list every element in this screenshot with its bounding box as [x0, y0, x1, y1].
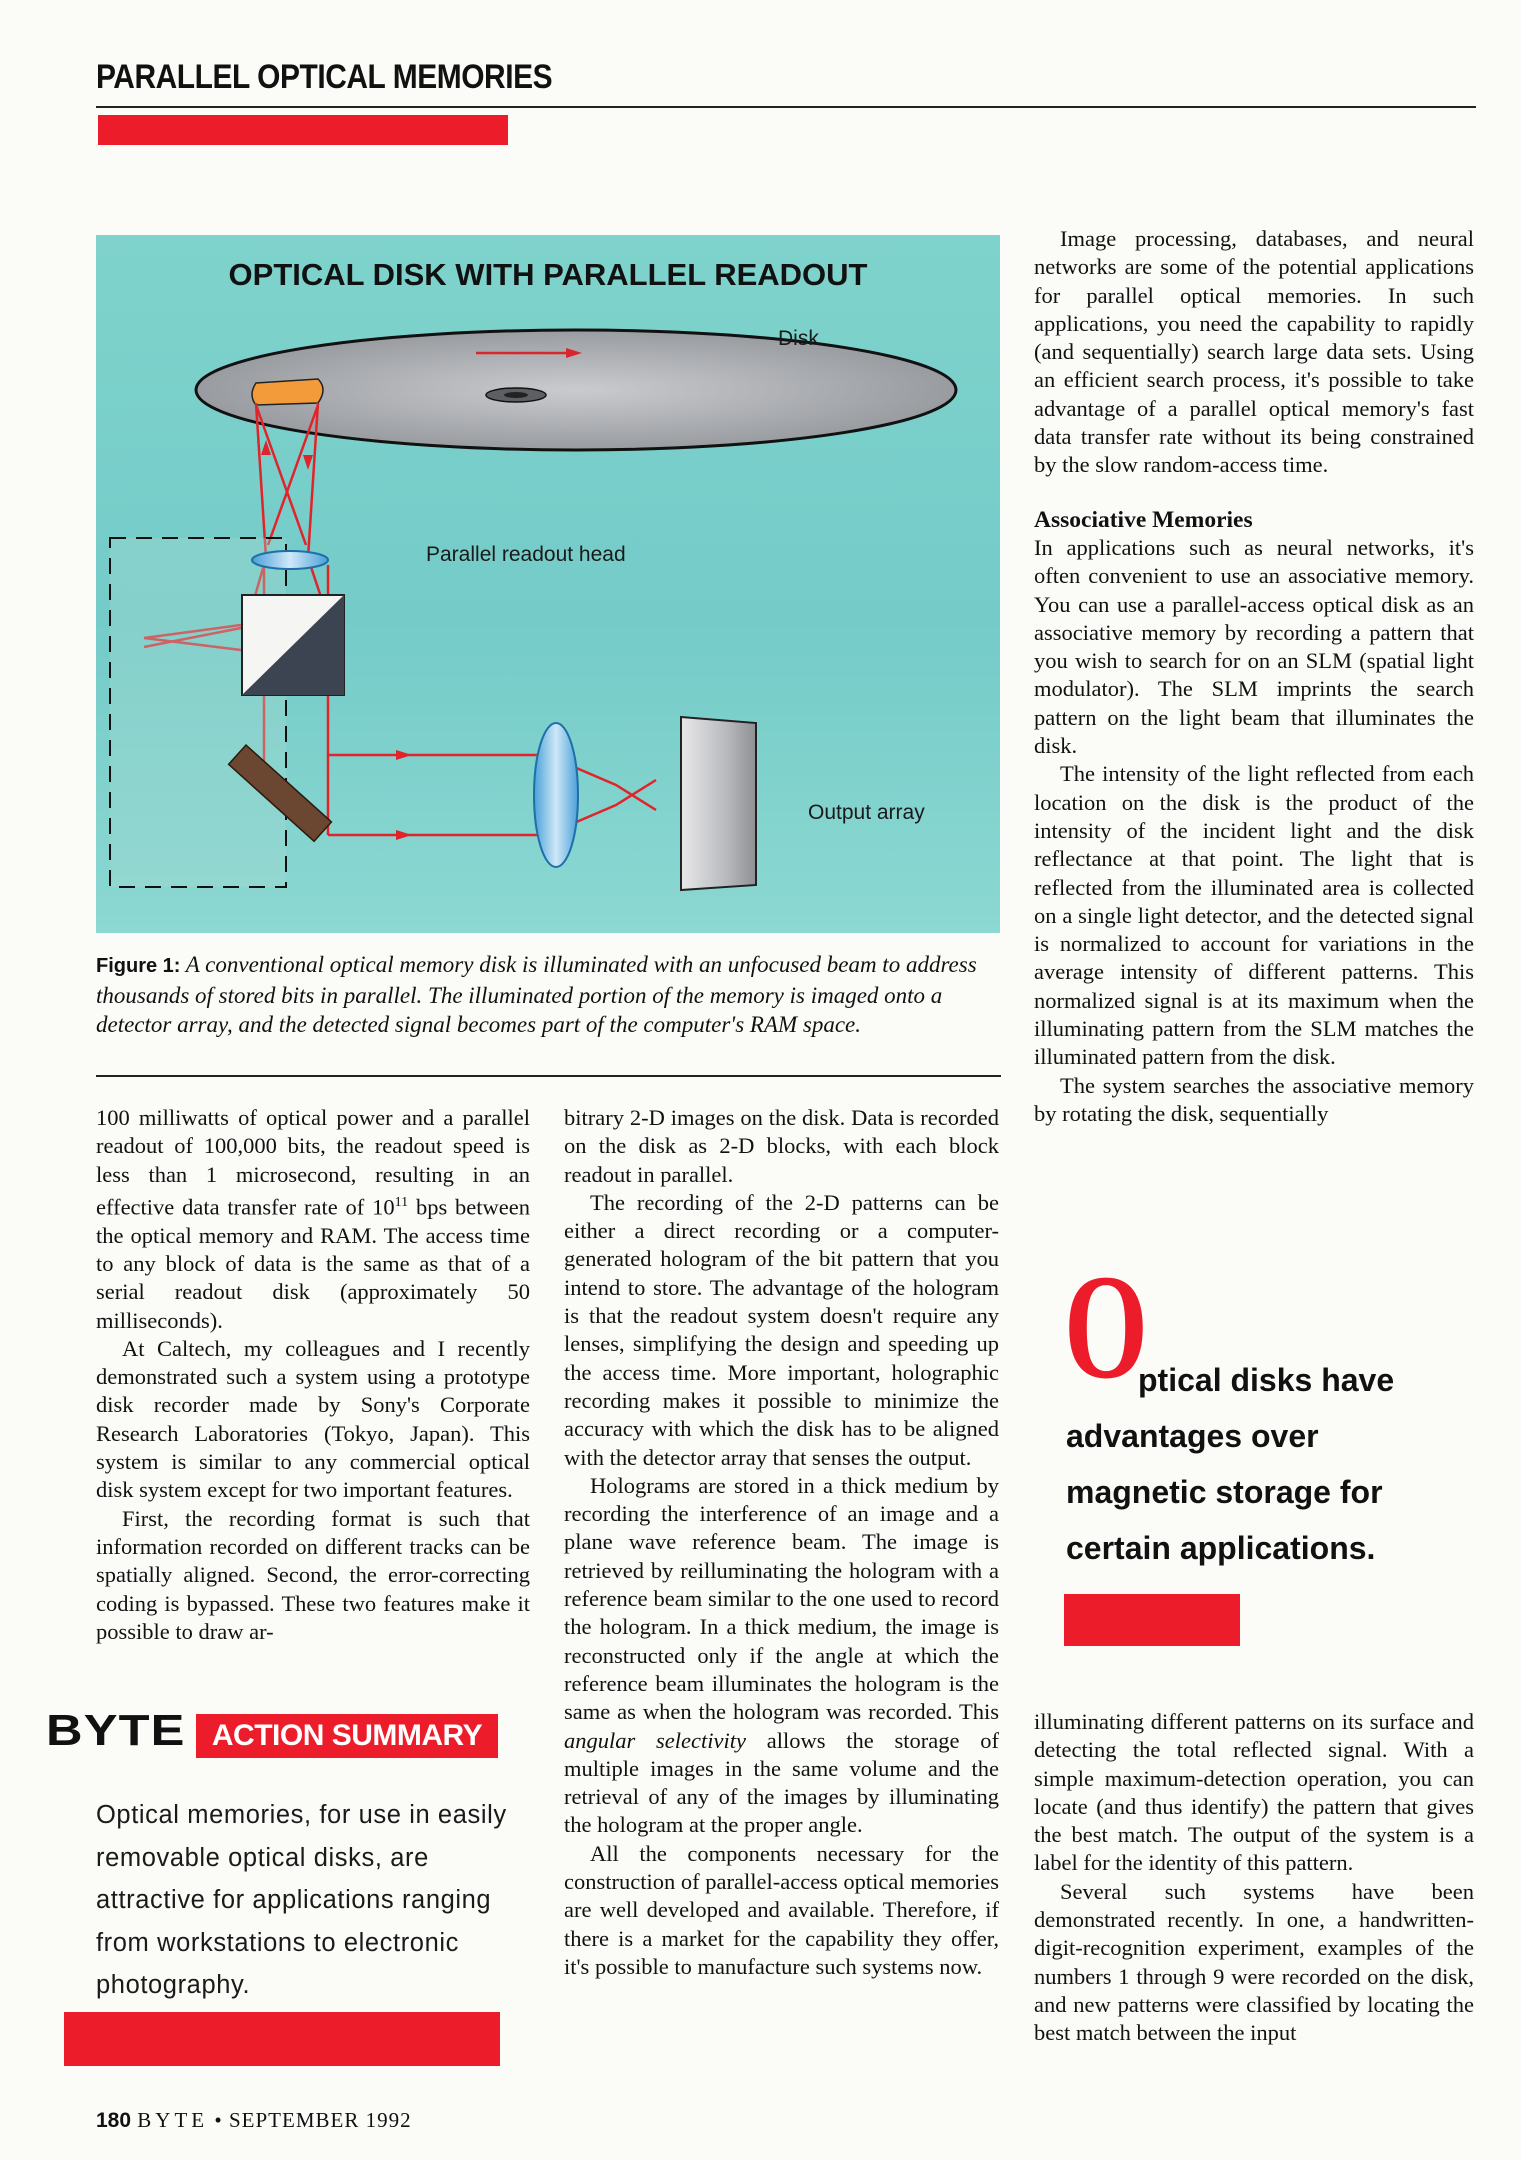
col2-paragraph-1: bitrary 2-D images on the disk. Data is recorded on the disk as 2-D blocks, with each block readout in parallel. — [564, 1105, 999, 1187]
col3-paragraph-5: illuminating different patterns on its surface and detecting the total reflected signal. With a simple maximum-detection operation, you can locate (and thus identify) the pattern that gives the best match. The output of the system is a label for the identity of this pattern. — [1034, 1709, 1474, 1876]
exponent: 11 — [394, 1194, 409, 1210]
footer-separator: • — [214, 2108, 223, 2132]
label-output-array: Output array — [808, 801, 925, 824]
caption-label: Figure 1: — [96, 955, 181, 977]
pull-quote-initial: O — [1064, 1244, 1149, 1410]
body-column-2 — [564, 1104, 999, 1981]
col2-paragraph-2: The recording of the 2-D patterns can be either a direct recording or a computer-generated hologram of the bit pattern that you intend to store. The advantage of the hologram is that the readout system doesn't require any lenses, simplifying the design and speeding up the access time. More important, holographic recording makes it possible to minimize the accuracy with which the disk has to be aligned with the detector array that senses the output. — [564, 1189, 999, 1470]
figure-optical-disk — [96, 235, 1000, 933]
output-lens — [534, 723, 578, 867]
emphasis-angular-selectivity: angular selectivity — [564, 1727, 746, 1753]
col3-paragraph-1: Image processing, databases, and neural networks are some of the potential applications for parallel optical memories. In such applications, you need the capability to rapidly (and sequentially) search large data sets. Using an efficient search process, it's possible to take advantage of a parallel optical memory's fast data transfer rate without its being constrained by the slow random-access time. — [1034, 226, 1474, 478]
output-array-plate — [681, 717, 756, 890]
col2-paragraph-4: All the components necessary for the construction of parallel-access optical memories are well developed and available. Therefore, if there is a market for the capability they offer, it's possible to manufacture such systems now. — [564, 1840, 999, 1979]
page-number: 180 — [96, 2109, 132, 2132]
pull-quote — [1066, 1352, 1486, 1576]
label-readout-head: Parallel readout head — [426, 543, 626, 566]
action-summary-red-bar — [64, 2012, 500, 2066]
footer-date: SEPTEMBER 1992 — [228, 2108, 412, 2132]
footer-publication: BYTE — [137, 2108, 209, 2132]
byte-logo: BYTE — [46, 1706, 186, 1755]
figure-title: OPTICAL DISK WITH PARALLEL READOUT — [228, 257, 868, 292]
figure-caption — [96, 950, 1001, 1039]
body-column-3-top — [1034, 225, 1474, 1128]
label-disk: Disk — [778, 327, 819, 350]
small-lens — [252, 551, 328, 569]
col1-paragraph-2: At Caltech, my colleagues and I recently demonstrated such a system using a prototype disk recorder made by Sony's Corporate Research Laboratories (Tokyo, Japan). This system is similar to any commercial optical disk system except for two important features. — [96, 1335, 530, 1503]
figure-diagram — [96, 235, 1000, 933]
running-head: PARALLEL OPTICAL MEMORIES — [96, 58, 553, 96]
pull-quote-line-1: ptical disks have — [1138, 1362, 1395, 1398]
header-rule — [96, 106, 1476, 108]
illuminated-patch — [252, 379, 323, 405]
body-column-1 — [96, 1104, 530, 1646]
col3-paragraph-6: Several such systems have been demonstrated recently. In one, a handwritten-digit-recognition experiment, examples of the numbers 1 through 9 were recorded on the disk, and new patterns were classified by locating the best match between the input — [1034, 1878, 1474, 2046]
pull-quote-line-3: magnetic storage for — [1066, 1474, 1383, 1510]
col1-paragraph-3: First, the recording format is such that information recorded on different tracks can be spatially aligned. Second, the error-correcting coding is bypassed. These two features make it possible to draw ar- — [96, 1505, 530, 1644]
action-summary-text: Optical memories, for use in easily removable optical disks, are attractive for applications ranging from workstations to electronic photography. — [96, 1801, 507, 1999]
col3-paragraph-2: In applications such as neural networks, it's often convenient to use an associative memory. You can use a parallel-access optical disk as an associative memory by recording a pattern that you wish to search for on an SLM (spatial light modulator). The SLM imprints the search pattern on the light beam that illuminates the disk. — [1034, 534, 1474, 759]
header-red-bar — [98, 115, 508, 145]
section-heading-associative-memories: Associative Memories — [1034, 506, 1253, 533]
col3-paragraph-4: The system searches the associative memory by rotating the disk, sequentially — [1034, 1072, 1474, 1126]
col3-paragraph-3: The intensity of the light reflected from each location on the disk is the product of the intensity of the incident light and the disk reflectance at that point. The light that is reflected from the illuminated area is collected on a single light detector, and the detected signal is normalized to account for variations in the average intensity of different patterns. This normalized signal is at its maximum when the illuminating pattern from the SLM matches the illuminated pattern from the disk. — [1034, 761, 1474, 1070]
col1-paragraph-1: 100 milliwatts of optical power and a parallel readout of 100,000 bits, the readout speed is less than 1 microsecond, resulting in an effective data transfer rate of $10^{11}$ bps between the optical memory and RAM. The access time to any block of data is the same as that of a serial readout disk (approximately 50 milliseconds). — [96, 1105, 531, 1333]
pull-quote-line-2: advantages over — [1066, 1418, 1319, 1454]
caption-text: A conventional optical memory disk is illuminated with an unfocused beam to address thousands of stored bits in parallel. The illuminated portion of the memory is imaged onto a detector array, and the detected signal becomes part of the computer's RAM space. — [96, 952, 977, 1037]
col2-paragraph-3: Holograms are stored in a thick medium by recording the interference of an image and a plane wave reference beam. The image is retrieved by reilluminating the hologram with a reference beam similar to the one used to record the hologram. In a thick medium, the image is reconstructed only if the angle at which the reference beam illuminates the hologram is the same as when the hologram was recorded. This angular selectivity allows the storage of multiple images in the same volume and the retrieval of any of the images by illuminating the hologram at the proper angle. — [564, 1472, 1000, 1838]
caption-rule — [96, 1075, 1001, 1077]
pull-quote-red-bar — [1064, 1594, 1240, 1646]
page-footer — [96, 2108, 412, 2133]
pull-quote-line-4: certain applications. — [1066, 1530, 1376, 1566]
body-column-3-bottom — [1034, 1708, 1474, 2048]
action-summary-title: ACTION SUMMARY — [196, 1714, 498, 1758]
